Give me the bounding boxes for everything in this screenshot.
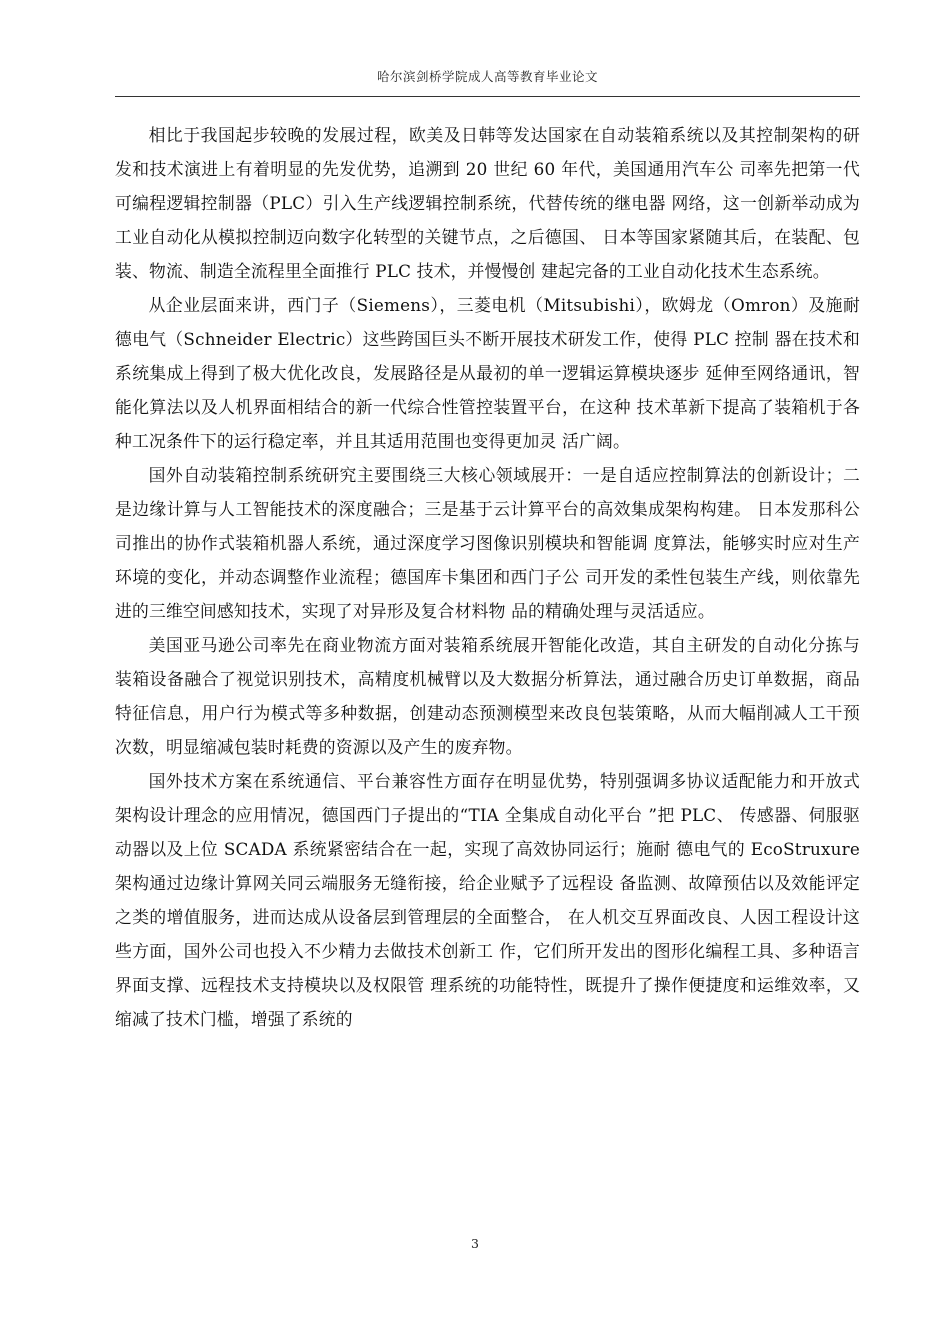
paragraph-4: 美国亚马逊公司率先在商业物流方面对装箱系统展开智能化改造，其自主研发的自动化分拣与装箱设备融合了视觉识别技术，高精度机械臂以及大数据分析算法，通过融合历史订单数据，商品特征信息，用户行为模式等多种数据，创建动态预测模型来改良包装策略，从而大幅削减人工干预次数，明显缩减包装时耗费的资源以及产生的废弃物。 [115, 635, 860, 757]
paragraph-5: 国外技术方案在系统通信、平台兼容性方面存在明显优势，特别强调多协议适配能力和开放式架构设计理念的应用情况，德国西门子提出的“TIA 全集成自动化平台 ”把 PLC、 传感器、伺服驱动器以及上位 SCADA 系统紧密结合在一起，实现了高效协同运行；施耐 德电气的 EcoStruxure 架构通过边缘计算网关同云端服务无缝衔接，给企业赋予了远程设 备监测、故障预估以及效能评定之类的增值服务，进而达成从设备层到管理层的全面整合， 在人机交互界面改良、人因工程设计这些方面，国外公司也投入不少精力去做技术创新工 作，它们所开发出的图形化编程工具、多种语言界面支撑、远程技术支持模块以及权限管 理系统的功能特性，既提升了操作便捷度和运维效率，又缩减了技术门槛，增强了系统的 [115, 771, 860, 1029]
document-body [115, 118, 860, 1036]
header-title: 哈尔滨剑桥学院成人高等教育毕业论文 [376, 69, 598, 84]
page-header [115, 40, 860, 97]
page-number: 3 [471, 1236, 479, 1251]
paragraph-2: 从企业层面来讲，西门子（Siemens），三菱电机（Mitsubishi），欧姆龙（Omron）及施耐德电气（Schneider Electric）这些跨国巨头不断开展技术研发工作，使得 PLC 控制 器在技术和系统集成上得到了极大优化改良，发展路径是从最初的单一逻辑运算模块逐步 延伸至网络通讯，智能化算法以及人机界面相结合的新一代综合性管控装置平台，在这种 技术革新下提高了装箱机于各种工况条件下的运行稳定率，并且其适用范围也变得更加灵 活广阔。 [115, 295, 860, 451]
paragraph-3: 国外自动装箱控制系统研究主要围绕三大核心领域展开：一是自适应控制算法的创新设计；二是边缘计算与人工智能技术的深度融合；三是基于云计算平台的高效集成架构构建。 日本发那科公司推出的协作式装箱机器人系统，通过深度学习图像识别模块和智能调 度算法，能够实时应对生产环境的变化，并动态调整作业流程；德国库卡集团和西门子公 司开发的柔性包装生产线，则依靠先进的三维空间感知技术，实现了对异形及复合材料物 品的精确处理与灵活适应。 [115, 465, 860, 621]
paragraph-1: 相比于我国起步较晚的发展过程，欧美及日韩等发达国家在自动装箱系统以及其控制架构的研发和技术演进上有着明显的先发优势，追溯到 20 世纪 60 年代，美国通用汽车公 司率先把第一代可编程逻辑控制器（PLC）引入生产线逻辑控制系统，代替传统的继电器 网络，这一创新举动成为工业自动化从模拟控制迈向数字化转型的关键节点，之后德国、 日本等国家紧随其后，在装配、包装、物流、制造全流程里全面推行 PLC 技术，并慢慢创 建起完备的工业自动化技术生态系统。 [115, 125, 860, 281]
